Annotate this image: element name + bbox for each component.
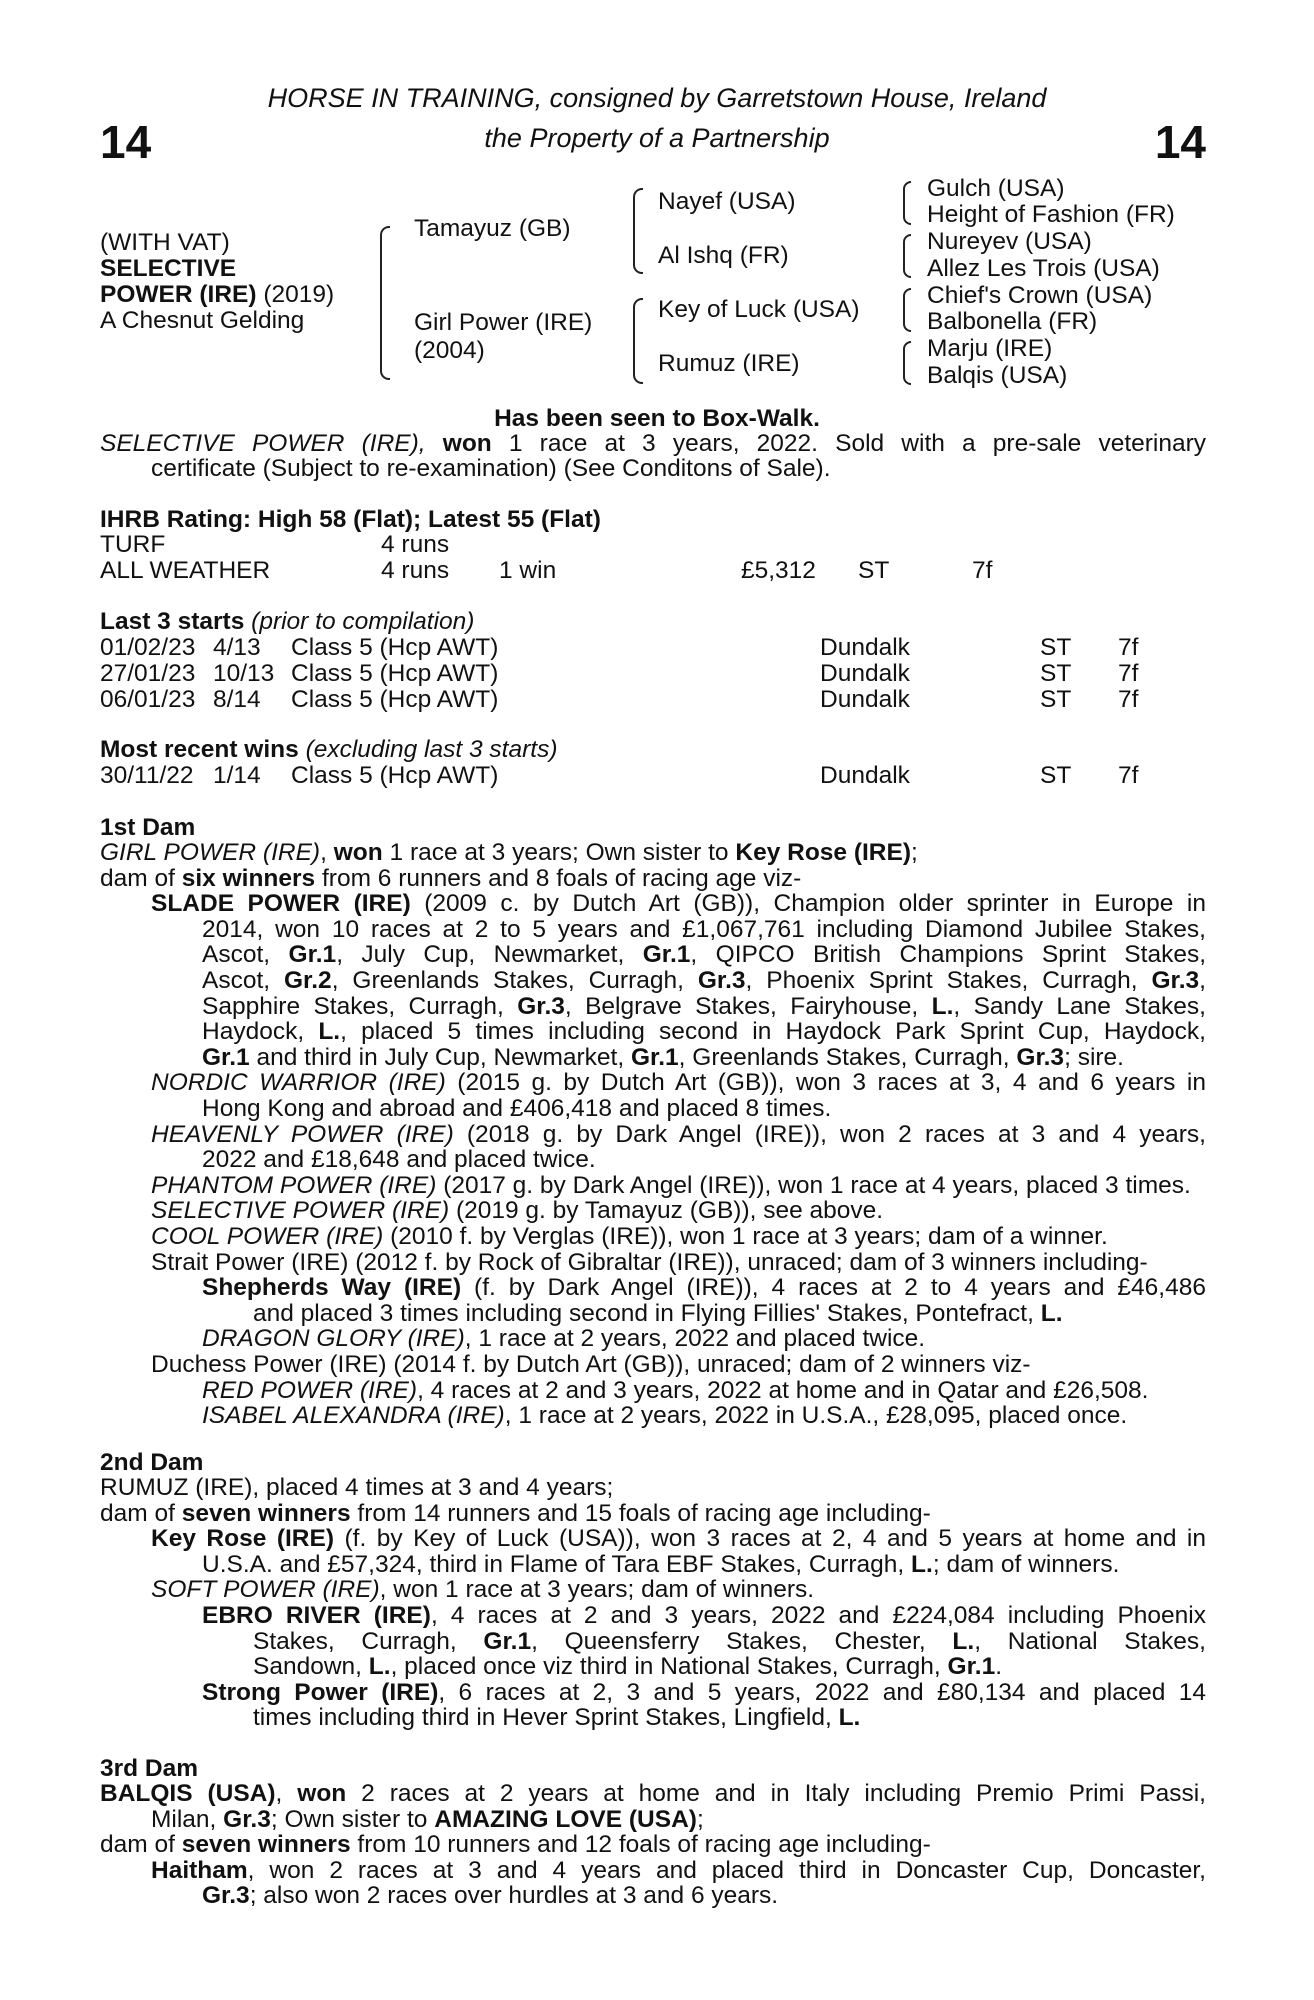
bold-text: Gr.1: [288, 942, 337, 969]
pedigree-brace-g2: [903, 234, 911, 278]
text: Ascot,: [202, 942, 289, 969]
text: (2019 g. by Tamayuz (GB)), see above.: [449, 1197, 884, 1225]
grandparent-2: Height of Fashion (FR): [927, 201, 1175, 228]
horse-year: (2019): [256, 281, 335, 308]
text: ;: [696, 1805, 704, 1833]
bold-text: Shepherds Way (IRE): [202, 1275, 462, 1302]
text: , Greenlands Stakes, Curragh,: [331, 968, 698, 994]
text: 2014, won 10 races at 2 to 5 years and £1,067,761 including Diamond Jubilee Stakes,: [202, 916, 1206, 943]
recent-title: Most recent wins: [100, 736, 299, 763]
race-class: Class 5 (Hcp AWT): [291, 762, 499, 789]
dam-year: (2004): [414, 337, 485, 364]
race-position: 10/13: [213, 660, 275, 687]
italic-text: GIRL POWER (IRE): [100, 839, 321, 866]
bold-text: seven winners: [181, 1831, 351, 1859]
horse-description: A Chesnut Gelding: [100, 307, 305, 334]
boxwalk-note: Has been seen to Box-Walk.: [494, 405, 820, 432]
text-line: [253, 1629, 1206, 1655]
text-line: [151, 1070, 1206, 1096]
text-line: [151, 1173, 1191, 1199]
text: from 14 runners and 15 foals of racing age including-: [350, 1499, 931, 1527]
grandparent-7: Marju (IRE): [927, 335, 1053, 362]
bold-text: Gr.1: [630, 1043, 679, 1071]
race-position: 1/14: [213, 762, 261, 789]
text-line: [100, 866, 801, 892]
text-line: [151, 1858, 1206, 1884]
text-line: [202, 968, 1206, 994]
bold-text: won: [333, 839, 383, 866]
italic-text: SOFT POWER (IRE): [151, 1576, 380, 1604]
text-line: [202, 1096, 831, 1122]
race-going: ST: [1040, 686, 1072, 713]
intro-horse-name: SELECTIVE POWER (IRE),: [100, 430, 426, 457]
race-course: Dundalk: [820, 762, 910, 789]
race-course: Dundalk: [820, 660, 910, 687]
text-line: [100, 1832, 931, 1858]
race-going: ST: [1040, 762, 1072, 789]
italic-text: RED POWER (IRE): [202, 1376, 418, 1404]
text: Sapphire Stakes, Curragh,: [202, 993, 518, 1020]
text: , 6 races at 2, 3 and 5 years, 2022 and £80,134 and placed 14: [438, 1679, 1206, 1706]
text-line: [100, 1501, 931, 1527]
race-going: ST: [1040, 634, 1072, 661]
bold-text: Gr.3: [223, 1805, 271, 1833]
race-position: 8/14: [213, 686, 261, 713]
bold-text: Strong Power (IRE): [202, 1679, 439, 1706]
race-going: ST: [1040, 660, 1072, 687]
text: Sandown,: [253, 1653, 369, 1681]
text: from 10 runners and 12 foals of racing age including-: [350, 1831, 931, 1859]
text: 1 race at 3 years; Own sister to: [382, 839, 736, 866]
text-line: [202, 1403, 1127, 1429]
italic-text: SELECTIVE POWER (IRE): [151, 1197, 450, 1225]
grandparent-6: Balbonella (FR): [927, 308, 1098, 335]
race-distance: 7f: [1118, 660, 1139, 687]
bold-text: Haitham: [151, 1857, 248, 1884]
sire-sire: Nayef (USA): [658, 188, 796, 215]
text: , Queensferry Stakes, Chester,: [531, 1628, 953, 1655]
italic-text: HEAVENLY POWER (IRE): [151, 1121, 454, 1148]
text: , Sandy Lane Stakes,: [953, 993, 1206, 1020]
text-line: [151, 1122, 1206, 1148]
rating-surface: TURF: [100, 531, 166, 558]
text: Hong Kong and abroad and £406,418 and placed 8 times.: [202, 1095, 832, 1122]
rating-runs: 4 runs: [381, 531, 450, 558]
text: ; sire.: [1064, 1043, 1124, 1071]
text: , 4 races at 2 and 3 years, 2022 at home and in Qatar and £26,508.: [417, 1376, 1149, 1404]
text: (f. by Key of Luck (USA)), won 3 races at 2, 4 and 5 years at home and in: [334, 1526, 1206, 1553]
recent-note: (excluding last 3 starts): [298, 736, 558, 763]
text: (2009 c. by Dutch Art (GB)), Champion older sprinter in Europe in: [410, 891, 1206, 918]
text-line: [151, 1198, 883, 1224]
bold-text: six winners: [181, 864, 316, 892]
pedigree-brace-sire: [633, 188, 643, 274]
text-line: [202, 1603, 1206, 1629]
lot-number-left: 14: [100, 116, 152, 168]
rating-title: IHRB Rating: High 58 (Flat); Latest 55 (Flat): [100, 506, 601, 533]
bold-text: Gr.1: [202, 1043, 250, 1071]
text-line: [202, 1680, 1206, 1706]
bold-text: Gr.3: [202, 1882, 250, 1910]
text: , Phoenix Sprint Stakes, Curragh,: [745, 968, 1152, 994]
text-line: [253, 1654, 1002, 1680]
bold-text: L.: [911, 1550, 933, 1578]
bold-text: Key Rose (IRE): [735, 839, 912, 866]
intro-line1: [100, 431, 1206, 457]
text-line: [202, 1147, 596, 1173]
text-line: [151, 1352, 1031, 1378]
text: , Greenlands Stakes, Curragh,: [678, 1043, 1017, 1071]
race-date: 01/02/23: [100, 634, 196, 661]
horse-name-part2: POWER (IRE): [100, 281, 257, 308]
bold-text: L.: [368, 1653, 391, 1681]
bold-text: SLADE POWER (IRE): [151, 891, 411, 918]
sire-dam: Al Ishq (FR): [658, 242, 789, 269]
text-line: [202, 1275, 1206, 1301]
text-line: [202, 1378, 1148, 1404]
text-line: [151, 1250, 1148, 1276]
text: ,: [275, 1781, 298, 1807]
text: ; Own sister to: [270, 1805, 435, 1833]
text: dam of: [100, 864, 182, 892]
bold-text: L.: [952, 1628, 975, 1655]
rating-prize: £5,312: [741, 557, 816, 584]
text: dam of: [100, 1499, 182, 1527]
grandparent-1: Gulch (USA): [927, 175, 1065, 202]
grandparent-4: Allez Les Trois (USA): [927, 255, 1160, 282]
dam-name: Girl Power (IRE): [414, 309, 593, 336]
race-class: Class 5 (Hcp AWT): [291, 634, 499, 661]
text: 2022 and £18,648 and placed twice.: [202, 1146, 596, 1174]
text: Strait Power (IRE) (2012 f. by Rock of Gibraltar (IRE)), unraced; dam of 3 winners including-: [151, 1248, 1148, 1276]
rating-wins: 1 win: [499, 557, 557, 584]
pedigree-brace-dam: [633, 298, 643, 384]
bold-text: L.: [1040, 1299, 1063, 1327]
bold-text: Gr.1: [642, 942, 691, 969]
text: , 4 races at 2 and 3 years, 2022 and £224,084 including Phoenix: [430, 1603, 1206, 1629]
text-line: [202, 1552, 1119, 1578]
text: , 1 race at 2 years, 2022 in U.S.A., £28,095, placed once.: [504, 1402, 1128, 1430]
bold-text: AMAZING LOVE (USA): [434, 1805, 697, 1833]
text: from 6 runners and 8 foals of racing age viz-: [315, 864, 802, 892]
text-line: [253, 1301, 1063, 1327]
text-line: [151, 891, 1206, 917]
text-line: [202, 1883, 778, 1909]
bold-text: won: [297, 1781, 347, 1807]
text: (f. by Dark Angel (IRE)), 4 races at 2 to 4 years and £46,486: [461, 1275, 1206, 1302]
bold-text: seven winners: [181, 1499, 351, 1527]
text: , 1 race at 2 years, 2022 and placed twice.: [464, 1325, 926, 1353]
text: (2018 g. by Dark Angel (IRE)), won 2 races at 3 and 4 years,: [453, 1121, 1206, 1148]
text: Milan,: [151, 1805, 224, 1833]
text: RUMUZ (IRE), placed 4 times at 3 and 4 years;: [100, 1474, 614, 1501]
recent-heading: [100, 737, 557, 763]
dam1-title: 1st Dam: [100, 814, 196, 841]
text: , QIPCO British Champions Sprint Stakes,: [690, 942, 1206, 969]
text: 2 races at 2 years at home and in Italy including Premio Primi Passi,: [346, 1781, 1206, 1807]
horse-name-line1: SELECTIVE: [100, 255, 237, 282]
vat-note: (WITH VAT): [100, 229, 230, 256]
bold-text: Gr.2: [284, 968, 332, 994]
text: ,: [1199, 968, 1206, 994]
rating-distance: 7f: [972, 557, 993, 584]
race-position: 4/13: [213, 634, 261, 661]
horse-name-line2: [100, 282, 334, 308]
text: ,: [320, 839, 334, 866]
text: , July Cup, Newmarket,: [336, 942, 643, 969]
text: ; dam of winners.: [932, 1550, 1120, 1578]
bold-text: Gr.3: [1016, 1043, 1065, 1071]
text: , won 1 race at 3 years; dam of winners.: [379, 1576, 815, 1604]
text-line: [202, 1326, 925, 1352]
bold-text: L.: [318, 1019, 341, 1046]
bold-text: Key Rose (IRE): [151, 1526, 334, 1553]
text-line: [202, 994, 1206, 1020]
pedigree-brace-main: [380, 226, 390, 380]
last3-heading: [100, 609, 474, 635]
race-date: 30/11/22: [100, 762, 194, 789]
text: U.S.A. and £57,324, third in Flame of Tara EBF Stakes, Curragh,: [202, 1550, 912, 1578]
text-line: [253, 1705, 860, 1731]
dam-dam: Rumuz (IRE): [658, 350, 800, 377]
race-class: Class 5 (Hcp AWT): [291, 660, 499, 687]
text: dam of: [100, 1831, 182, 1859]
italic-text: ISABEL ALEXANDRA (IRE): [202, 1402, 505, 1430]
grandparent-3: Nureyev (USA): [927, 228, 1092, 255]
text: ; also won 2 races over hurdles at 3 and 6 years.: [249, 1882, 779, 1910]
text-line: [202, 1045, 1124, 1071]
race-course: Dundalk: [820, 634, 910, 661]
header-consignor: HORSE IN TRAINING, consigned by Garretstown House, Ireland: [267, 83, 1047, 113]
text: , won 2 races at 3 and 4 years and placed third in Doncaster Cup, Doncaster,: [247, 1857, 1206, 1884]
grandparent-5: Chief's Crown (USA): [927, 282, 1153, 309]
lot-number-right: 14: [1154, 116, 1206, 168]
race-distance: 7f: [1118, 686, 1139, 713]
rating-surface: ALL WEATHER: [100, 557, 271, 584]
text: , placed once viz third in National Stakes, Curragh,: [390, 1653, 948, 1681]
bold-text: Gr.3: [517, 993, 565, 1020]
text: (2010 f. by Verglas (IRE)), won 1 race at 3 years; dam of a winner.: [383, 1223, 1108, 1250]
text: , Belgrave Stakes, Fairyhouse,: [564, 993, 932, 1020]
bold-text: Gr.3: [1151, 968, 1200, 994]
text: , placed 5 times including second in Haydock Park Sprint Cup, Haydock,: [340, 1019, 1206, 1046]
text-line: [151, 1577, 814, 1603]
last3-note: (prior to compilation): [244, 608, 475, 635]
bold-text: L.: [931, 993, 954, 1020]
race-date: 06/01/23: [100, 686, 196, 713]
intro-won: won: [442, 430, 492, 457]
text: and third in July Cup, Newmarket,: [249, 1043, 631, 1071]
text: Stakes, Curragh,: [253, 1628, 484, 1655]
text-line: [100, 1781, 1206, 1807]
race-course: Dundalk: [820, 686, 910, 713]
header-property: the Property of a Partnership: [484, 123, 830, 153]
race-class: Class 5 (Hcp AWT): [291, 686, 499, 713]
text: , National Stakes,: [974, 1628, 1206, 1655]
text: times including third in Hever Sprint Stakes, Lingfield,: [253, 1704, 839, 1732]
rating-going: ST: [858, 557, 890, 584]
italic-text: DRAGON GLORY (IRE): [202, 1325, 465, 1353]
pedigree-brace-g3: [903, 288, 911, 332]
race-date: 27/01/23: [100, 660, 196, 687]
intro-rest1: 1 race at 3 years, 2022. Sold with a pre-sale veterinary: [491, 430, 1207, 457]
text: Duchess Power (IRE) (2014 f. by Dutch Art (GB)), unraced; dam of 2 winners viz-: [151, 1351, 1031, 1378]
sire-name: Tamayuz (GB): [414, 215, 571, 242]
grandparent-8: Balqis (USA): [927, 362, 1068, 389]
text-line: [100, 1475, 613, 1501]
dam3-title: 3rd Dam: [100, 1755, 199, 1782]
italic-text: PHANTOM POWER (IRE): [151, 1171, 437, 1199]
text: Ascot,: [202, 968, 284, 994]
text: and placed 3 times including second in Flying Fillies' Stakes, Pontefract,: [253, 1299, 1041, 1327]
text: Haydock,: [202, 1019, 319, 1046]
text: .: [995, 1653, 1003, 1681]
pedigree-brace-g4: [903, 341, 911, 385]
dam-sire: Key of Luck (USA): [658, 296, 860, 323]
text-line: [151, 1526, 1206, 1552]
bold-text: BALQIS (USA): [100, 1781, 276, 1807]
race-distance: 7f: [1118, 762, 1139, 789]
bold-text: L.: [838, 1704, 861, 1732]
pedigree-brace-g1: [903, 181, 911, 225]
text-line: [202, 1019, 1206, 1045]
text-line: [202, 942, 1206, 968]
text-line: [202, 917, 1206, 943]
race-distance: 7f: [1118, 634, 1139, 661]
intro-line2: certificate (Subject to re-examination) (See Conditons of Sale).: [151, 455, 831, 482]
italic-text: NORDIC WARRIOR (IRE): [151, 1070, 446, 1097]
rating-runs: 4 runs: [381, 557, 450, 584]
last3-title: Last 3 starts: [100, 608, 245, 635]
text: ;: [911, 839, 918, 866]
text: (2017 g. by Dark Angel (IRE)), won 1 race at 4 years, placed 3 times.: [436, 1171, 1191, 1199]
text-line: [151, 1807, 704, 1833]
bold-text: Gr.1: [483, 1628, 532, 1655]
dam2-title: 2nd Dam: [100, 1449, 204, 1476]
text-line: [100, 840, 918, 866]
text-line: [151, 1224, 1108, 1250]
bold-text: Gr.3: [697, 968, 746, 994]
italic-text: COOL POWER (IRE): [151, 1223, 384, 1250]
bold-text: Gr.1: [947, 1653, 996, 1681]
bold-text: EBRO RIVER (IRE): [202, 1603, 431, 1629]
text: (2015 g. by Dutch Art (GB)), won 3 races at 3, 4 and 6 years in: [445, 1070, 1206, 1097]
